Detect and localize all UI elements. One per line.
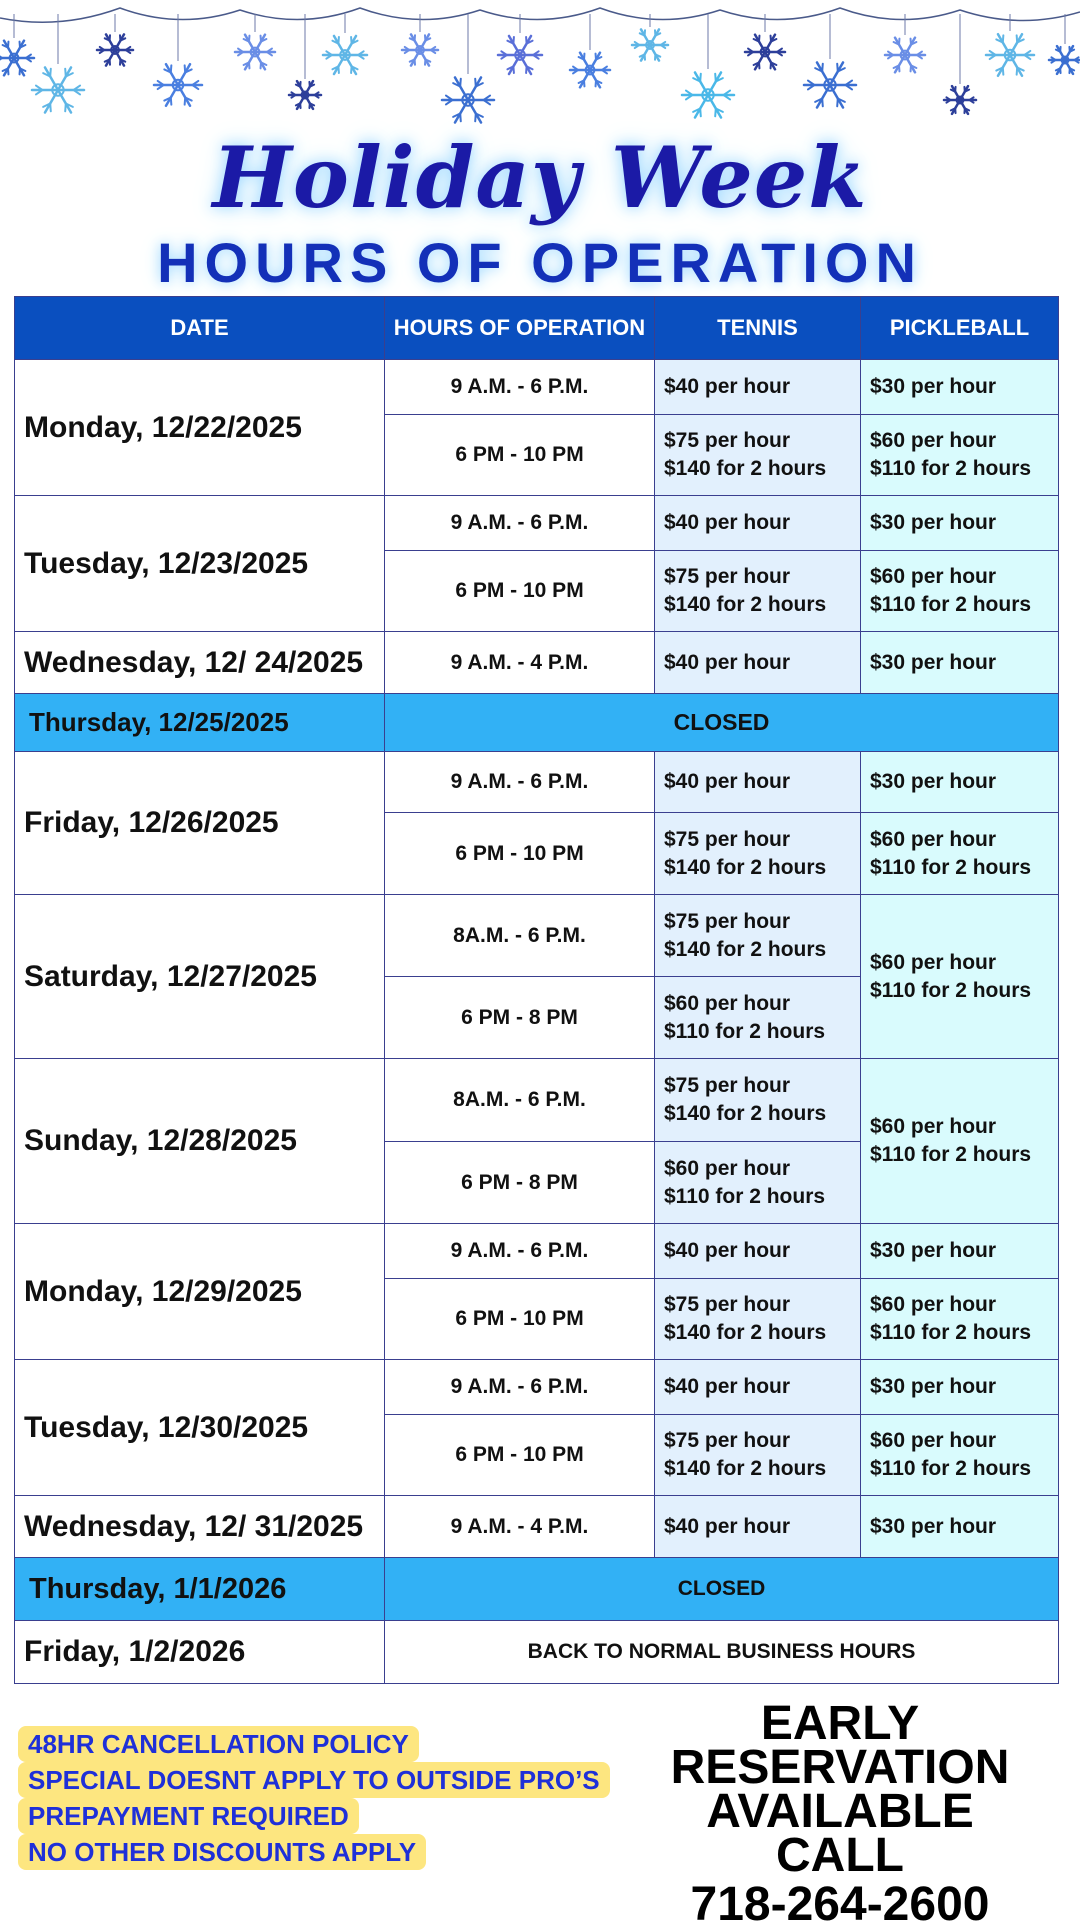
tennis-price-cell: $40 per hour: [655, 360, 861, 415]
date-cell: Monday, 12/29/2025: [15, 1224, 385, 1360]
table-row: [15, 1059, 1059, 1142]
snowflake-icon: [442, 77, 494, 122]
table-header-row: [15, 297, 1059, 360]
date-cell: Monday, 12/22/2025: [15, 360, 385, 496]
snowflake-icon: [944, 86, 976, 114]
pickleball-price-cell: $30 per hour: [861, 496, 1059, 551]
hours-cell: 9 A.M. - 4 P.M.: [385, 632, 655, 694]
date-cell: Tuesday, 12/30/2025: [15, 1360, 385, 1496]
tennis-price-cell: $40 per hour: [655, 1496, 861, 1558]
tennis-price-cell: $40 per hour: [655, 632, 861, 694]
tennis-price-cell: $75 per hour $140 for 2 hours: [655, 551, 861, 632]
date-cell: Wednesday, 12/ 31/2025: [15, 1496, 385, 1558]
hours-of-operation-title: HOURS OF OPERATION: [0, 230, 1080, 295]
tennis-price-cell: $75 per hour $140 for 2 hours: [655, 1059, 861, 1142]
pickleball-price-cell: $60 per hour $110 for 2 hours: [861, 415, 1059, 496]
pickleball-price-cell: $30 per hour: [861, 632, 1059, 694]
phone-number[interactable]: 718-264-2600: [600, 1880, 1080, 1930]
snowflake-icon: [323, 36, 367, 74]
table-row: [15, 1496, 1059, 1558]
tennis-price-cell: $75 per hour $140 for 2 hours: [655, 415, 861, 496]
hours-cell: 8A.M. - 6 P.M.: [385, 1059, 655, 1142]
pickleball-price-cell: $30 per hour: [861, 1496, 1059, 1558]
hours-cell: 6 PM - 8 PM: [385, 1142, 655, 1224]
snowflake-icon: [632, 29, 668, 60]
hours-cell: 6 PM - 10 PM: [385, 415, 655, 496]
date-cell: Tuesday, 12/23/2025: [15, 496, 385, 632]
hours-cell: 6 PM - 10 PM: [385, 551, 655, 632]
tennis-price-cell: $40 per hour: [655, 1224, 861, 1279]
snowflake-icon: [498, 36, 542, 74]
tennis-price-cell: $75 per hour $140 for 2 hours: [655, 1415, 861, 1496]
date-cell: Friday, 1/2/2026: [15, 1621, 385, 1684]
table-row: [15, 1360, 1059, 1415]
tennis-price-cell: $40 per hour: [655, 1360, 861, 1415]
hours-cell: 9 A.M. - 6 P.M.: [385, 496, 655, 551]
table-row: [15, 632, 1059, 694]
header-hours: HOURS OF OPERATION: [385, 297, 655, 360]
snowflake-icon: [682, 72, 734, 117]
table-row: [15, 496, 1059, 551]
snowflake-garland: [0, 0, 1080, 140]
tennis-price-cell: $60 per hour $110 for 2 hours: [655, 977, 861, 1059]
pickleball-price-cell: $30 per hour: [861, 1224, 1059, 1279]
table-row: [15, 752, 1059, 813]
table-row: [15, 1621, 1059, 1684]
early-reservation-line: EARLY RESERVATION: [600, 1702, 1080, 1790]
pickleball-price-cell: $60 per hour $110 for 2 hours: [861, 1059, 1059, 1224]
pickleball-price-cell: $30 per hour: [861, 360, 1059, 415]
date-cell: Thursday, 1/1/2026: [15, 1558, 385, 1621]
date-cell: Sunday, 12/28/2025: [15, 1059, 385, 1224]
closed-row: [15, 694, 1059, 752]
hours-cell: 9 A.M. - 4 P.M.: [385, 1496, 655, 1558]
hours-table: [14, 296, 1059, 1684]
tennis-price-cell: $60 per hour $110 for 2 hours: [655, 1142, 861, 1224]
pickleball-price-cell: $60 per hour $110 for 2 hours: [861, 551, 1059, 632]
pickleball-price-cell: $30 per hour: [861, 1360, 1059, 1415]
table-row: [15, 360, 1059, 415]
snowflake-icon: [235, 35, 275, 70]
table-row: [15, 895, 1059, 977]
hours-cell: 9 A.M. - 6 P.M.: [385, 1360, 655, 1415]
hours-cell: 6 PM - 10 PM: [385, 1415, 655, 1496]
hours-cell: 9 A.M. - 6 P.M.: [385, 1224, 655, 1279]
snowflake-icon: [885, 38, 925, 73]
hours-cell: 6 PM - 8 PM: [385, 977, 655, 1059]
snowflake-icon: [570, 53, 610, 88]
snowflake-icon: [97, 34, 133, 65]
header-tennis: TENNIS: [655, 297, 861, 360]
policy-line: 48HR CANCELLATION POLICY: [18, 1726, 419, 1762]
early-reservation: [600, 1702, 1080, 1930]
policy-notes: [18, 1726, 638, 1870]
policy-line: NO OTHER DISCOUNTS APPLY: [18, 1834, 426, 1870]
snowflake-icon: [1049, 46, 1080, 74]
snowflake-icon: [986, 34, 1034, 76]
pickleball-price-cell: $60 per hour $110 for 2 hours: [861, 1279, 1059, 1360]
tennis-price-cell: $40 per hour: [655, 752, 861, 813]
date-cell: Thursday, 12/25/2025: [15, 694, 385, 752]
pickleball-price-cell: $60 per hour $110 for 2 hours: [861, 895, 1059, 1059]
policy-line: PREPAYMENT REQUIRED: [18, 1798, 359, 1834]
policy-line: SPECIAL DOESNT APPLY TO OUTSIDE PRO’S: [18, 1762, 610, 1798]
call-line: CALL: [600, 1834, 1080, 1878]
hours-cell: 6 PM - 10 PM: [385, 1279, 655, 1360]
closed-label: CLOSED: [385, 1558, 1059, 1621]
snowflake-icon: [0, 41, 34, 76]
closed-label: CLOSED: [385, 694, 1059, 752]
tennis-price-cell: $75 per hour $140 for 2 hours: [655, 895, 861, 977]
hours-cell: 9 A.M. - 6 P.M.: [385, 752, 655, 813]
hours-cell: 9 A.M. - 6 P.M.: [385, 360, 655, 415]
tennis-price-cell: $40 per hour: [655, 496, 861, 551]
snowflake-icon: [804, 62, 856, 107]
snowflake-icon: [402, 34, 438, 65]
header-pickleball: PICKLEBALL: [861, 297, 1059, 360]
header-date: DATE: [15, 297, 385, 360]
pickleball-price-cell: $30 per hour: [861, 752, 1059, 813]
snowflake-icon: [32, 67, 84, 112]
available-line: AVAILABLE: [600, 1790, 1080, 1834]
normal-hours-label: BACK TO NORMAL BUSINESS HOURS: [385, 1621, 1059, 1684]
date-cell: Friday, 12/26/2025: [15, 752, 385, 895]
closed-row: [15, 1558, 1059, 1621]
table-row: [15, 1224, 1059, 1279]
hours-cell: 8A.M. - 6 P.M.: [385, 895, 655, 977]
snowflake-icon: [154, 64, 202, 106]
holiday-week-title: Holiday Week: [0, 128, 1080, 227]
date-cell: Wednesday, 12/ 24/2025: [15, 632, 385, 694]
snowflake-icon: [289, 81, 321, 109]
tennis-price-cell: $75 per hour $140 for 2 hours: [655, 1279, 861, 1360]
date-cell: Saturday, 12/27/2025: [15, 895, 385, 1059]
tennis-price-cell: $75 per hour $140 for 2 hours: [655, 813, 861, 895]
pickleball-price-cell: $60 per hour $110 for 2 hours: [861, 1415, 1059, 1496]
snowflake-icon: [745, 35, 785, 70]
pickleball-price-cell: $60 per hour $110 for 2 hours: [861, 813, 1059, 895]
hours-cell: 6 PM - 10 PM: [385, 813, 655, 895]
